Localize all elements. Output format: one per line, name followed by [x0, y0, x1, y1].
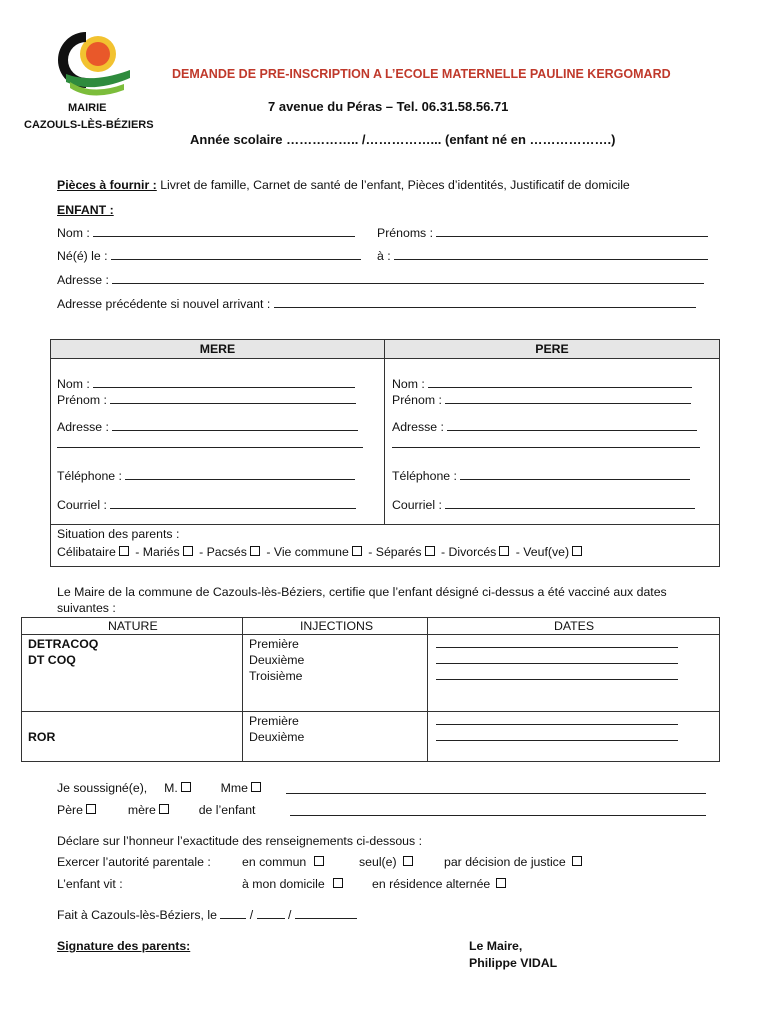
pere-adresse-field-2[interactable] — [392, 437, 700, 448]
situation-vie-commune: - Vie commune — [266, 545, 349, 559]
enfant-adresse-prec-row — [57, 297, 696, 311]
vaccins-intro-1: Le Maire de la commune de Cazouls-lès-Béziers, certifie que l’enfant désigné ci-dessus a été vacciné aux dates — [57, 585, 667, 599]
maries-checkbox[interactable] — [183, 546, 193, 556]
seul-checkbox[interactable] — [403, 856, 413, 866]
mere-header — [51, 340, 385, 359]
de-enfant-label: de l’enfant — [198, 803, 256, 817]
separes-checkbox[interactable] — [425, 546, 435, 556]
veuf-checkbox[interactable] — [572, 546, 582, 556]
enfant-name-field[interactable] — [290, 805, 706, 816]
soussigne-name-field[interactable] — [286, 783, 706, 794]
mere-prenom-row — [57, 393, 356, 407]
en-commun-option — [242, 855, 327, 869]
situation-veuf: - Veuf(ve) — [515, 545, 570, 559]
pere-nom-row — [392, 377, 692, 391]
vie-commune-checkbox[interactable] — [352, 546, 362, 556]
domicile-label: à mon domicile — [242, 877, 325, 891]
mere-courriel-label: Courriel : — [57, 498, 107, 512]
logo — [52, 26, 132, 98]
enfant-naissance-row — [57, 249, 361, 263]
mere-adresse-row — [57, 420, 358, 434]
date-field-1-2[interactable] — [436, 653, 678, 664]
situation-label: Situation des parents : — [57, 527, 180, 541]
situation-options — [57, 545, 585, 559]
pere-telephone-label: Téléphone : — [392, 469, 457, 483]
mere-adresse-label: Adresse : — [57, 420, 109, 434]
header-dates: DATES — [554, 619, 595, 633]
en-commun-label: en commun — [242, 855, 307, 869]
parents-divider — [384, 358, 385, 524]
fait-label: Fait à Cazouls-lès-Béziers, le — [57, 908, 217, 922]
declare-text: Déclare sur l’honneur l’exactitude des renseignements ci-dessous : — [57, 834, 422, 848]
school-year: Année scolaire …………….. /……………... (enfant né en ……………….) — [190, 132, 616, 147]
situation-celibataire: Célibataire — [57, 545, 116, 559]
pere-adresse-field[interactable] — [447, 420, 697, 431]
inj-1-1: Première — [249, 637, 299, 651]
domicile-option — [242, 877, 346, 891]
mere-courriel-row — [57, 498, 356, 512]
celibataire-checkbox[interactable] — [119, 546, 129, 556]
pere-checkbox[interactable] — [86, 804, 96, 814]
enfant-a-label: à : — [377, 249, 391, 263]
enfant-adresse-label: Adresse : — [57, 273, 109, 287]
decision-label: par décision de justice — [444, 855, 566, 869]
en-commun-checkbox[interactable] — [314, 856, 324, 866]
mme-label: Mme — [220, 781, 248, 795]
soussigne-label: Je soussigné(e), — [57, 781, 148, 795]
mere-nom-row — [57, 377, 355, 391]
seul-option — [359, 855, 416, 869]
fait-row: Fait à Cazouls-lès-Béziers, le / / — [57, 908, 357, 922]
pere-prenom-label: Prénom : — [392, 393, 442, 407]
date-field-1-1[interactable] — [436, 637, 678, 648]
vaccins-col-divider-1 — [242, 618, 243, 761]
fait-month-field[interactable] — [257, 908, 285, 919]
maire-name: Philippe VIDAL — [469, 956, 558, 970]
m-label: M. — [164, 781, 178, 795]
inj-2-1: Première — [249, 714, 299, 728]
pere-adresse-row — [392, 420, 697, 434]
mere-prenom-label: Prénom : — [57, 393, 107, 407]
vaccins-col-divider-2 — [427, 618, 428, 761]
nature-detracoq: DETRACOQ — [28, 637, 99, 651]
pere-prenom-row — [392, 393, 691, 407]
pieces-label: Pièces à fournir : — [57, 178, 157, 192]
pere-courriel-row — [392, 498, 695, 512]
pere-label: Père — [57, 803, 83, 817]
mere-telephone-label: Téléphone : — [57, 469, 122, 483]
mere-adresse-field[interactable] — [112, 420, 358, 431]
pere-courriel-label: Courriel : — [392, 498, 442, 512]
enfant-title: ENFANT : — [57, 203, 114, 217]
enfant-prenoms-row — [377, 226, 708, 240]
pere-telephone-field[interactable] — [460, 469, 690, 480]
enfant-prenoms-field[interactable] — [436, 226, 708, 237]
vaccins-row-divider — [22, 711, 719, 712]
mere-title: MERE — [199, 342, 236, 356]
nature-ror: ROR — [28, 730, 56, 744]
fait-year-field[interactable] — [295, 908, 357, 919]
alternee-option — [372, 877, 509, 891]
mere-label: mère — [127, 803, 156, 817]
pere-header — [385, 340, 719, 359]
enfant-adresse-field[interactable] — [112, 273, 704, 284]
pere-nom-label: Nom : — [392, 377, 425, 391]
nature-dtcoq: DT COQ — [28, 653, 76, 667]
decision-option — [444, 855, 585, 869]
maire-title: Le Maire, — [469, 939, 523, 953]
date-field-1-3[interactable] — [436, 669, 678, 680]
date-field-2-2[interactable] — [436, 730, 678, 741]
enfant-adresse-prec-field[interactable] — [274, 297, 696, 308]
enfant-nom-field[interactable] — [93, 226, 355, 237]
school-address: 7 avenue du Péras – Tel. 06.31.58.56.71 — [268, 99, 509, 114]
enfant-adresse-row — [57, 273, 704, 287]
vit-label: L’enfant vit : — [57, 877, 123, 891]
enfant-lieu-row — [377, 249, 708, 263]
enfant-ne-field[interactable] — [111, 249, 361, 260]
mairie-label: MAIRIE — [68, 102, 107, 114]
enfant-prenoms-label: Prénoms : — [377, 226, 434, 240]
vaccins-intro-2: suivantes : — [57, 601, 116, 615]
mere-courriel-field[interactable] — [110, 498, 356, 509]
mere-nom-label: Nom : — [57, 377, 90, 391]
date-field-2-1[interactable] — [436, 714, 678, 725]
enfant-nom-row — [57, 226, 355, 240]
pere-prenom-field[interactable] — [445, 393, 691, 404]
header-injections: INJECTIONS — [300, 619, 374, 633]
inj-2-2: Deuxième — [249, 730, 305, 744]
header-nature: NATURE — [108, 619, 158, 633]
situation-divorces: - Divorcés — [440, 545, 497, 559]
pacses-checkbox[interactable] — [250, 546, 260, 556]
pieces-line — [57, 178, 630, 192]
enfant-a-field[interactable] — [394, 249, 708, 260]
mere-telephone-row — [57, 469, 355, 483]
mere-prenom-field[interactable] — [110, 393, 356, 404]
pere-adresse-label: Adresse : — [392, 420, 444, 434]
soussigne-row — [57, 781, 264, 795]
mere-checkbox[interactable] — [159, 804, 169, 814]
decision-checkbox[interactable] — [572, 856, 582, 866]
mere-telephone-field[interactable] — [125, 469, 355, 480]
inj-1-2: Deuxième — [249, 653, 305, 667]
pere-title: PERE — [535, 342, 569, 356]
situation-separes: - Séparés — [368, 545, 422, 559]
situation-divider — [51, 524, 719, 525]
mme-checkbox[interactable] — [251, 782, 261, 792]
m-checkbox[interactable] — [181, 782, 191, 792]
signature-parents-label: Signature des parents: — [57, 939, 191, 953]
enfant-ne-label: Né(é) le : — [57, 249, 108, 263]
pere-courriel-field[interactable] — [445, 498, 695, 509]
enfant-adresse-prec-label: Adresse précédente si nouvel arrivant : — [57, 297, 271, 311]
alternee-checkbox[interactable] — [496, 878, 506, 888]
pere-mere-row — [57, 803, 255, 817]
situation-maries: - Mariés — [135, 545, 180, 559]
autorite-label: Exercer l’autorité parentale : — [57, 855, 211, 869]
pere-telephone-row — [392, 469, 690, 483]
inj-1-3: Troisième — [249, 669, 303, 683]
page-title: DEMANDE DE PRE-INSCRIPTION A L’ECOLE MATERNELLE PAULINE KERGOMARD — [172, 67, 671, 81]
pieces-text: Livret de famille, Carnet de santé de l’enfant, Pièces d’identités, Justificatif de domicile — [156, 178, 630, 192]
mere-nom-field[interactable] — [93, 377, 355, 388]
mere-adresse-field-2[interactable] — [57, 437, 363, 448]
seul-label: seul(e) — [359, 855, 397, 869]
parents-table — [50, 339, 720, 567]
vaccins-table — [21, 617, 720, 762]
enfant-nom-label: Nom : — [57, 226, 90, 240]
alternee-label: en résidence alternée — [372, 877, 491, 891]
commune-label: CAZOULS-LÈS-BÉZIERS — [24, 119, 154, 131]
pere-nom-field[interactable] — [428, 377, 692, 388]
fait-day-field[interactable] — [220, 908, 246, 919]
divorces-checkbox[interactable] — [499, 546, 509, 556]
domicile-checkbox[interactable] — [333, 878, 343, 888]
situation-pacses: - Pacsés — [199, 545, 247, 559]
